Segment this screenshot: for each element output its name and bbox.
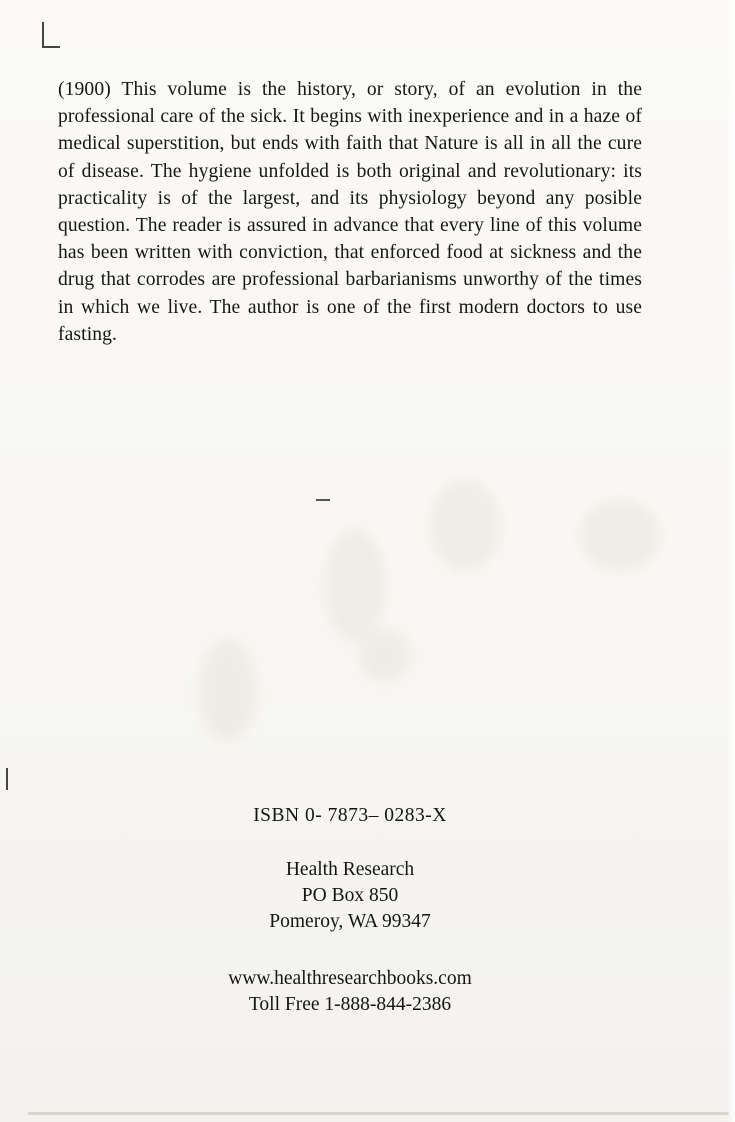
- publisher-name: Health Research: [285, 859, 415, 880]
- pen-mark: [42, 22, 44, 48]
- dash-mark: [316, 499, 330, 501]
- publisher-address: [190, 857, 510, 935]
- toll-free-phone: Toll Free 1-888-844-2386: [248, 994, 452, 1015]
- publisher-contact: [190, 966, 510, 1018]
- page-right-edge: [727, 0, 735, 1122]
- publisher-po-box: PO Box 850: [301, 885, 399, 906]
- paper-stain: [580, 500, 660, 570]
- book-description: (1900) This volume is the history, or story, of an evolution in the professional care of the sick. It begins with inexperience and in a haze of medical superstition, but ends with faith that Nature is all in all the cure of disease. The hygiene unfolded is both original and revolutionary: its practicality is of the largest, and its physiology beyond any posible question. The reader is assured in advance that every line of this volume has been written with conviction, that enforced food at sickness and the drug that corrodes are professional barbarianisms unworthy of the times in which we live. The author is one of the first modern doctors to use fasting.: [58, 79, 642, 345]
- pen-mark: [42, 46, 60, 48]
- paper-stain: [430, 480, 500, 570]
- edge-mark: [6, 768, 8, 790]
- publisher-city: Pomeroy, WA 99347: [269, 911, 431, 932]
- paper-stain: [325, 530, 385, 640]
- isbn-line: [190, 803, 510, 829]
- paper-stain: [200, 640, 255, 740]
- isbn-number: ISBN 0- 7873– 0283-X: [253, 805, 447, 826]
- paper-stain: [360, 630, 410, 680]
- website-url: www.healthresearchbooks.com: [228, 968, 472, 989]
- page-bottom-edge: [28, 1112, 729, 1115]
